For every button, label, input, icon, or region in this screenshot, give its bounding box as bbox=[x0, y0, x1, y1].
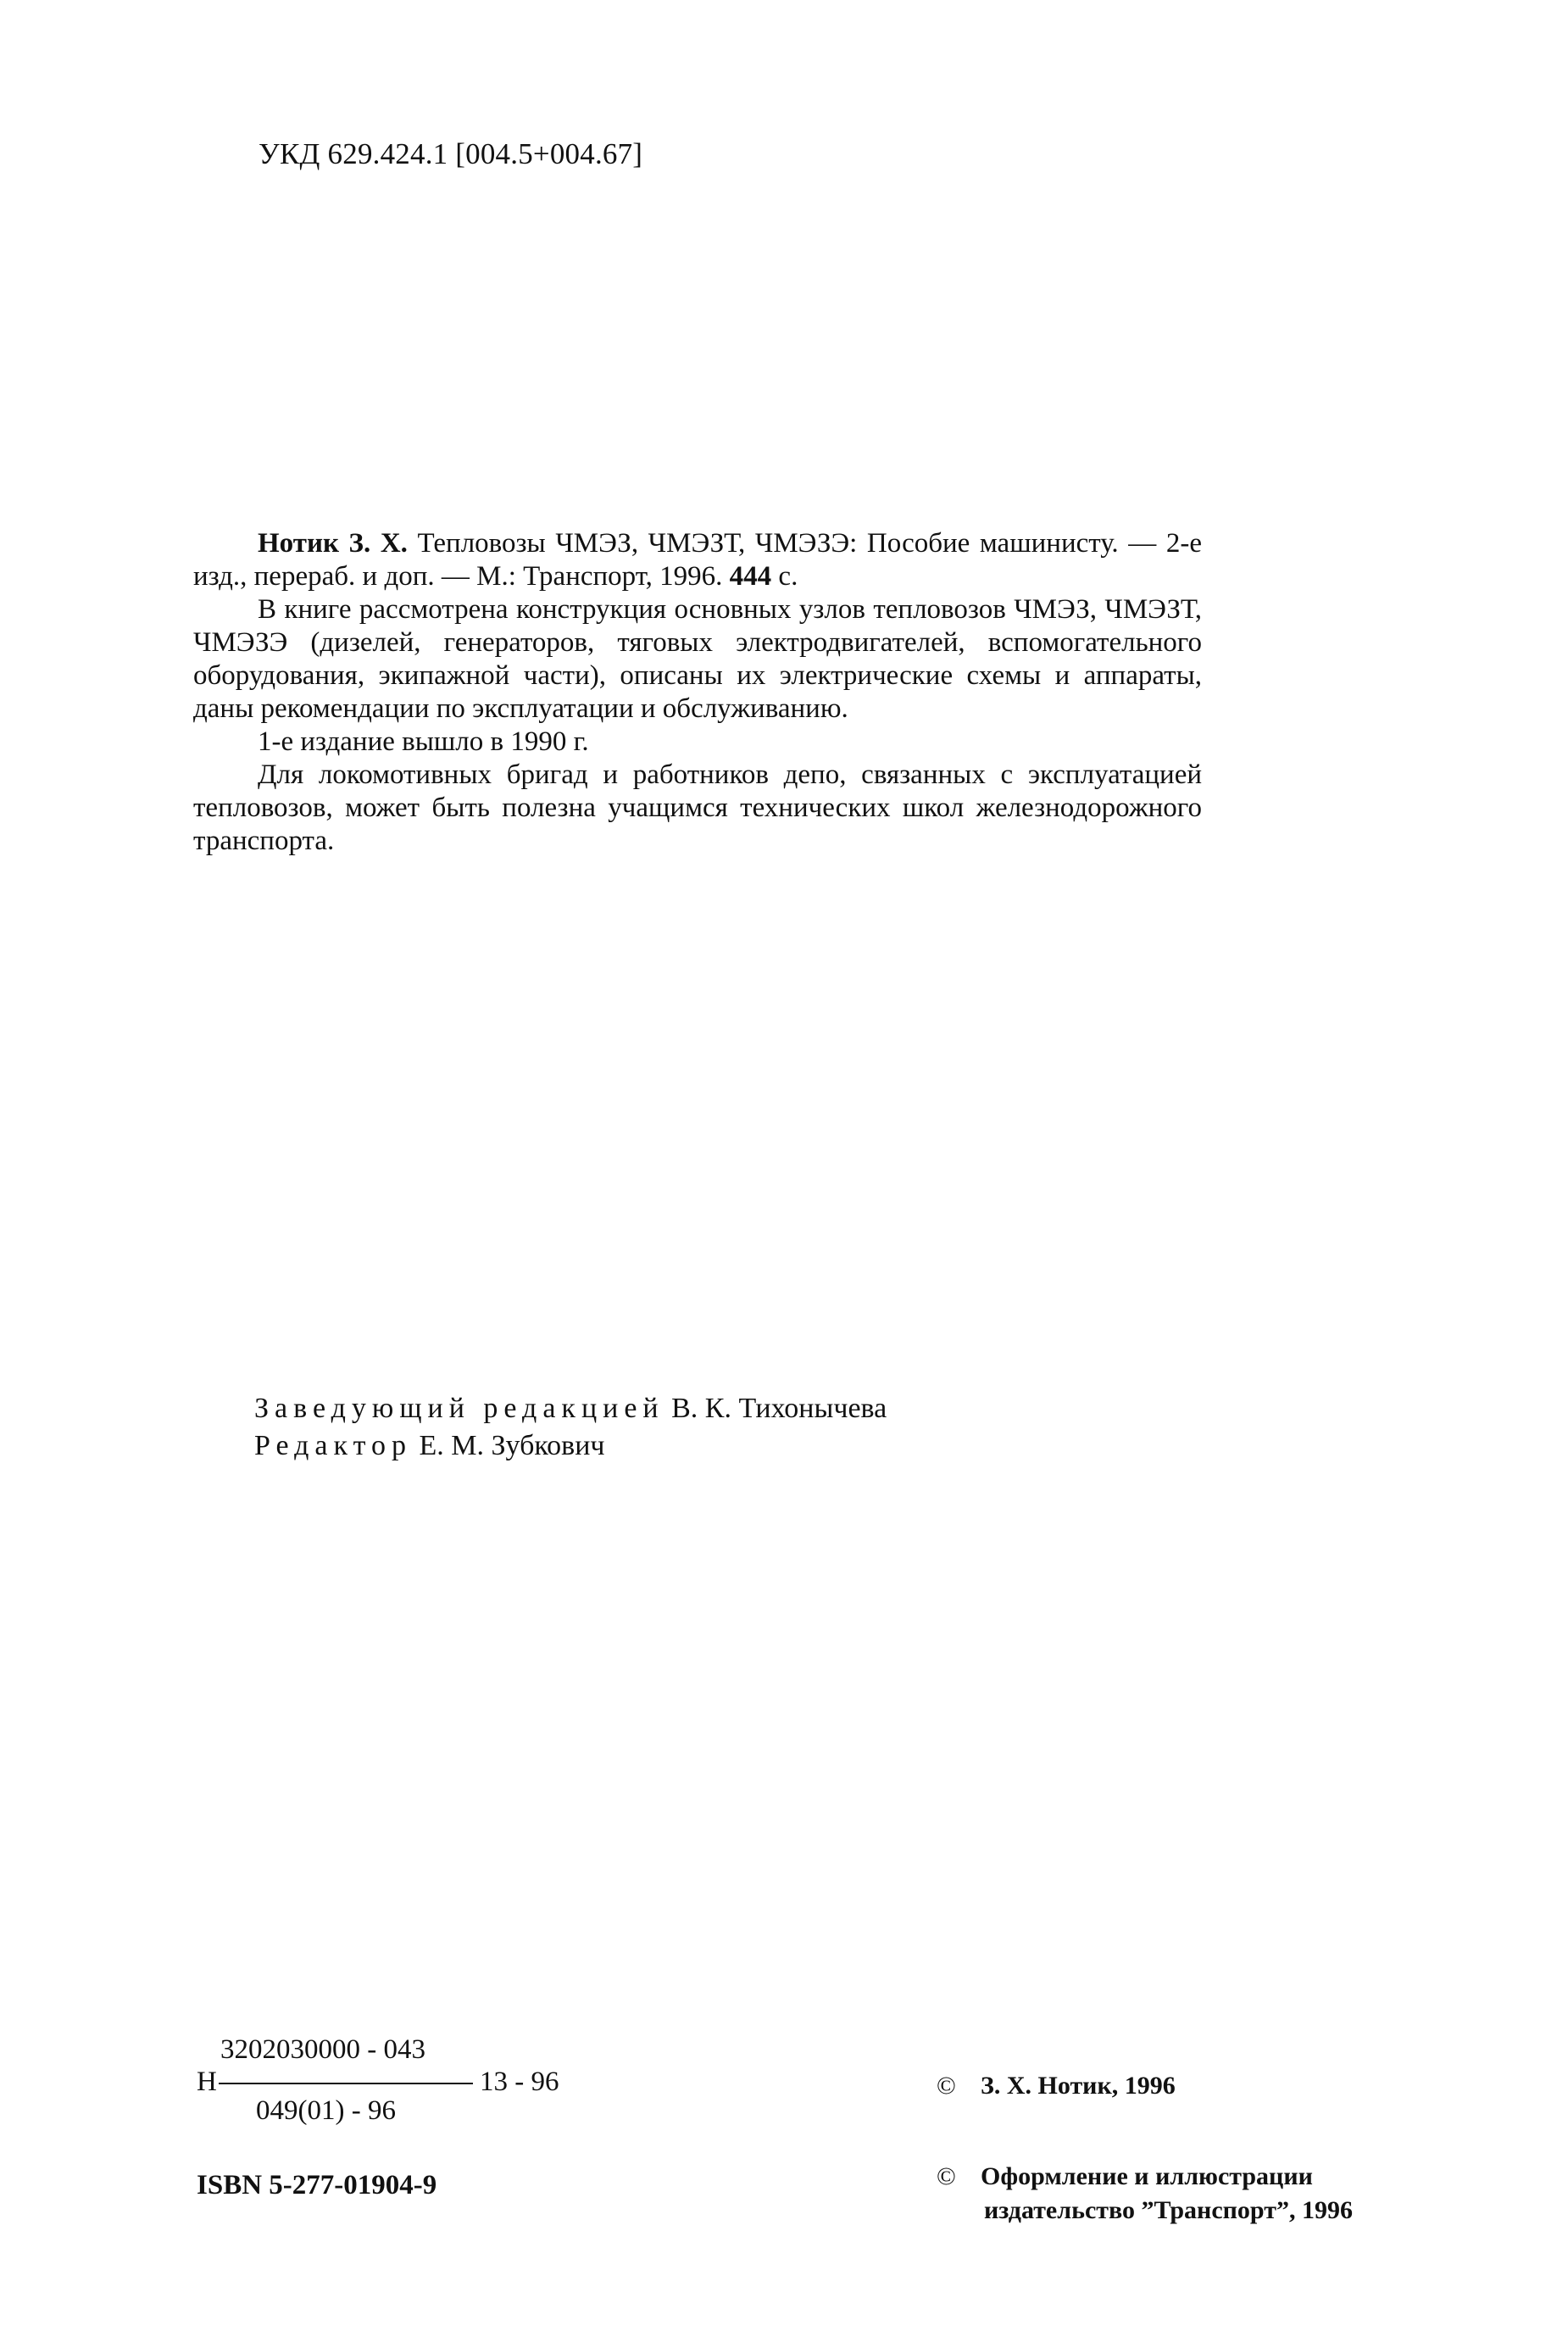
code-prefix: Н bbox=[197, 2067, 217, 2097]
chief-editor-name: В. К. Тихонычева bbox=[671, 1393, 887, 1424]
copyright-symbol: © bbox=[937, 2072, 956, 2100]
author-name: Нотик З. Х. bbox=[258, 528, 408, 559]
citation-text: Тепловозы ЧМЭЗ, ЧМЭЗТ, ЧМЭЗЭ: Пособие машинисту. — 2-е изд., перераб. и доп. — М.: Транспорт, 1996. bbox=[193, 528, 1202, 592]
abstract-paragraph-edition: 1-е издание вышло в 1990 г. bbox=[258, 726, 589, 757]
copyright-author bbox=[937, 2072, 1176, 2100]
chief-editor-line bbox=[254, 1390, 887, 1427]
copyright-publisher bbox=[937, 2160, 1353, 2228]
copyright-symbol: © bbox=[937, 2162, 956, 2190]
udk-classification: УКД 629.424.1 [004.5+004.67] bbox=[259, 137, 643, 170]
editor-line bbox=[254, 1427, 887, 1465]
copyright-publisher-text-1: Оформление и иллюстрации bbox=[981, 2162, 1313, 2190]
code-denominator: 049(01) - 96 bbox=[256, 2095, 396, 2126]
abstract-paragraph-content: В книге рассмотрена конструкция основных узлов тепловозов ЧМЭЗ, ЧМЭЗТ, ЧМЭЗЭ (дизелей, генераторов, тяговых электродвигателей, вспомогательного оборудования, экипажной части), описаны их электрические схемы и аппараты, даны рекомендации по эксплуатации и обслуживанию. bbox=[193, 594, 1202, 724]
page-count: 444 bbox=[729, 561, 772, 592]
editor-role: Редактор bbox=[254, 1430, 412, 1461]
citation-end: с. bbox=[771, 561, 798, 592]
citation bbox=[193, 527, 1202, 593]
abstract-paragraph-audience: Для локомотивных бригад и работников депо, связанных с эксплуатацией тепловозов, может быть полезна учащимся технических школ железнодорожного транспорта. bbox=[193, 759, 1202, 856]
code-suffix: 13 - 96 bbox=[480, 2067, 559, 2097]
publication-code bbox=[197, 2034, 637, 2136]
copyright-publisher-text-2: издательство ”Транспорт”, 1996 bbox=[984, 2196, 1353, 2224]
isbn: ISBN 5-277-01904-9 bbox=[197, 2170, 437, 2200]
editorial-staff bbox=[254, 1390, 887, 1465]
bibliographic-abstract bbox=[193, 527, 1202, 858]
code-numerator: 3202030000 - 043 bbox=[220, 2034, 425, 2065]
copyright-publisher-line-1 bbox=[937, 2160, 1353, 2194]
copyright-author-text: З. Х. Нотик, 1996 bbox=[981, 2072, 1176, 2100]
editor-name: Е. М. Зубкович bbox=[419, 1430, 605, 1461]
fraction-line bbox=[219, 2083, 473, 2084]
chief-editor-role: Заведующий редакцией bbox=[254, 1393, 664, 1424]
